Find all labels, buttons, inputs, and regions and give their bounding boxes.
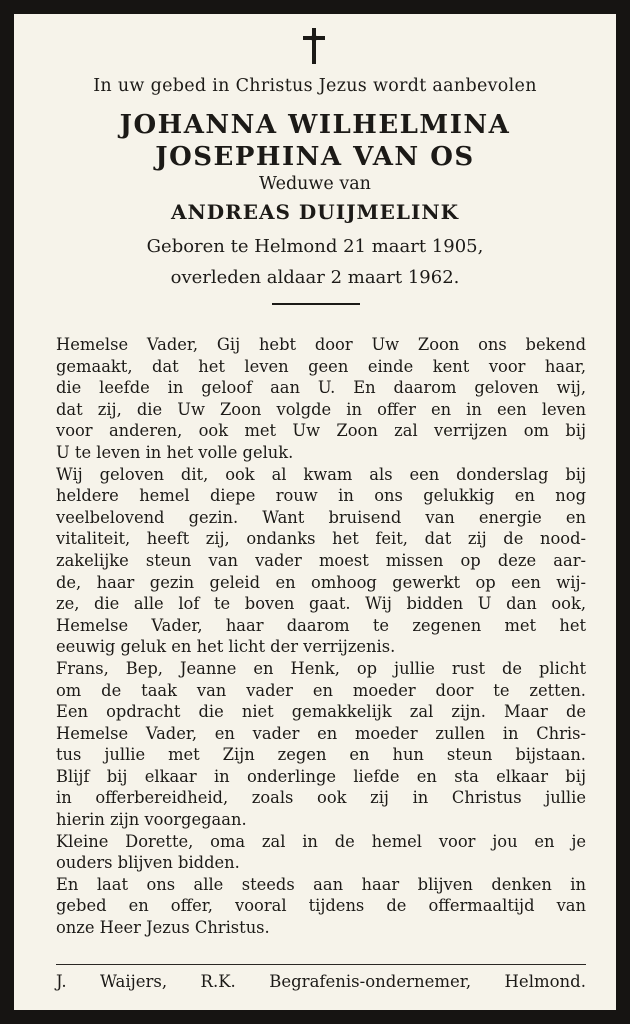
text-line: veelbelovend gezin. Want bruisend van energie en bbox=[56, 507, 586, 527]
deceased-name-line1: JOHANNA WILHELMINA bbox=[119, 110, 511, 140]
text-line: vitaliteit, heeft zij, ondanks het feit, dat zij de nood- bbox=[56, 529, 586, 549]
text-line: Hemelse Vader, en vader en moeder zullen in Chris- bbox=[56, 723, 586, 743]
text-line: Een opdracht die niet gemakkelijk zal zijn. Maar de bbox=[56, 702, 586, 722]
text-line: zakelijke steun van vader moest missen op deze aar- bbox=[56, 550, 586, 570]
text-line: Kleine Dorette, oma zal in de hemel voor jou en je bbox=[56, 831, 586, 851]
death-line: overleden aldaar 2 maart 1962. bbox=[170, 267, 460, 288]
cross-icon bbox=[301, 28, 327, 64]
text-line: dat zij, die Uw Zoon volgde in offer en in een leven bbox=[56, 399, 586, 419]
text-line: de, haar gezin geleid en omhoog gewerkt op een wij- bbox=[56, 572, 586, 592]
text-line: hierin zijn voorgegaan. bbox=[56, 810, 247, 830]
text-line: Wij geloven dit, ook al kwam als een donderslag bij bbox=[56, 464, 586, 484]
memorial-card bbox=[14, 14, 616, 1010]
text-line: onze Heer Jezus Christus. bbox=[56, 918, 270, 938]
text-line: gebed en offer, vooral tijdens de offermaaltijd van bbox=[56, 896, 586, 916]
husband-name: ANDREAS DUIJMELINK bbox=[171, 200, 459, 224]
text-line: Blijf bij elkaar in onderlinge liefde en sta elkaar bij bbox=[56, 766, 586, 786]
text-line: om de taak van vader en moeder door te zetten. bbox=[56, 680, 586, 700]
prayer-text bbox=[56, 334, 586, 939]
text-line: ouders blijven bidden. bbox=[56, 853, 240, 873]
text-line: gemaakt, dat het leven geen einde kent voor haar, bbox=[56, 356, 586, 376]
text-line: tus jullie met Zijn zegen en hun steun bijstaan. bbox=[56, 745, 586, 765]
text-line: En laat ons alle steeds aan haar blijven denken in bbox=[56, 874, 586, 894]
intro-line: In uw gebed in Christus Jezus wordt aanbevolen bbox=[93, 76, 537, 96]
text-line: die leefde in geloof aan U. En daarom geloven wij, bbox=[56, 378, 586, 398]
text-line: U te leven in het volle geluk. bbox=[56, 442, 294, 462]
text-line: Frans, Bep, Jeanne en Henk, op jullie rust de plicht bbox=[56, 658, 586, 678]
text-line: ze, die alle lof te boven gaat. Wij bidden U dan ook, bbox=[56, 594, 586, 614]
divider-rule bbox=[272, 303, 360, 305]
text-line: heldere hemel diepe rouw in ons gelukkig en nog bbox=[56, 486, 586, 506]
widow-of-label: Weduwe van bbox=[259, 174, 371, 194]
text-line: eeuwig geluk en het licht der verrijzenis. bbox=[56, 637, 396, 657]
text-line: voor anderen, ook met Uw Zoon zal verrijzen om bij bbox=[56, 421, 586, 441]
text-line: Hemelse Vader, Gij hebt door Uw Zoon ons bekend bbox=[56, 335, 586, 354]
footer-rule bbox=[56, 964, 586, 965]
undertaker-line: J. Waijers, R.K. Begrafenis-ondernemer, Helmond. bbox=[56, 972, 586, 991]
birth-line: Geboren te Helmond 21 maart 1905, bbox=[146, 236, 484, 257]
deceased-name-line2: JOSEPHINA VAN OS bbox=[155, 142, 475, 172]
text-line: in offerbereidheid, zoals ook zij in Christus jullie bbox=[56, 788, 586, 808]
text-line: Hemelse Vader, haar daarom te zegenen met het bbox=[56, 615, 586, 635]
